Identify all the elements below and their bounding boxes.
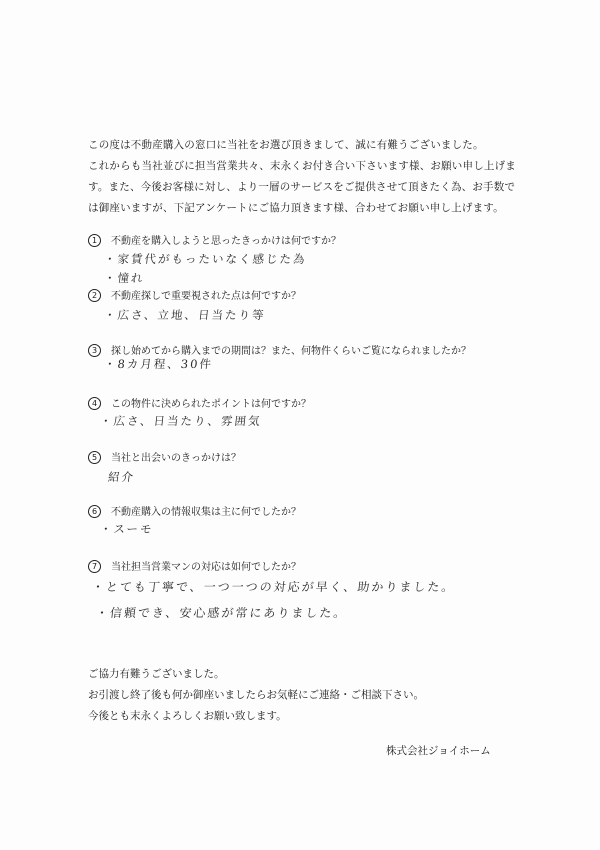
question-7 — [88, 558, 301, 573]
question-text: 当社担当営業マンの対応は如何でしたか？ — [111, 562, 301, 573]
answer-6: ・スーモ — [99, 522, 155, 536]
closing-line: 今後とも末永くよろしくお願い致します。 — [88, 710, 287, 722]
question-text: 不動産購入の情報収集は主に何でしたか？ — [111, 507, 301, 518]
question-4 — [88, 395, 311, 410]
question-number: 3 — [88, 344, 101, 357]
question-number: 4 — [88, 397, 101, 410]
answer-1a: ・家賃代がもったいなく感じた為 — [103, 252, 308, 266]
question-number: 7 — [88, 560, 101, 573]
question-2 — [88, 287, 301, 302]
question-text: 探し始めてから購入までの期間は？また、何物件くらいご覧になられましたか？ — [111, 346, 471, 357]
question-3 — [88, 342, 471, 357]
intro-line: これからも当社並びに担当営業共々、末永くお付き合い下さいます様、お願い申し上げま — [88, 160, 516, 172]
answer-3: ・8カ月程、30件 — [103, 357, 214, 371]
question-text: 当社と出会いのきっかけは？ — [111, 453, 241, 464]
question-1 — [88, 232, 341, 247]
intro-line: す。また、今後お客様に対し、より一層のサービスをご提供させて頂きたく為、お手数で — [88, 181, 516, 193]
question-number: 6 — [88, 505, 101, 518]
answer-2: ・広さ、立地、日当たり等 — [103, 308, 267, 322]
closing-line: お引渡し終了後も何か御座いましたらお気軽にご連絡・ご相談下さい。 — [88, 689, 424, 701]
question-5 — [88, 449, 241, 464]
answer-4: ・広さ、日当たり、雰囲気 — [99, 414, 263, 428]
question-text: この物件に決められたポイントは何ですか？ — [111, 399, 311, 410]
answer-7a: ・とても丁寧で、一つ一つの対応が早く、助かりました。 — [91, 580, 457, 594]
question-number: 5 — [88, 451, 101, 464]
question-number: 1 — [88, 234, 101, 247]
question-text: 不動産を購入しようと思ったきっかけは何ですか？ — [111, 236, 341, 247]
intro-line: は御座いますが、下記アンケートにご協力頂きます様、合わせてお願い申し上げます。 — [88, 202, 504, 214]
question-text: 不動産探しで重要視された点は何ですか？ — [111, 291, 301, 302]
intro-line: この度は不動産購入の窓口に当社をお選び頂きまして、誠に有難うございました。 — [88, 139, 484, 151]
answer-7b: ・信頼でき、安心感が常にありました。 — [95, 606, 349, 620]
closing-line: ご協力有難うございました。 — [88, 668, 225, 680]
question-6 — [88, 503, 301, 518]
answer-1b: ・憧れ — [103, 271, 146, 285]
company-name: 株式会社ジョイホーム — [386, 745, 491, 757]
question-number: 2 — [88, 289, 101, 302]
answer-5: 紹介 — [107, 470, 136, 484]
